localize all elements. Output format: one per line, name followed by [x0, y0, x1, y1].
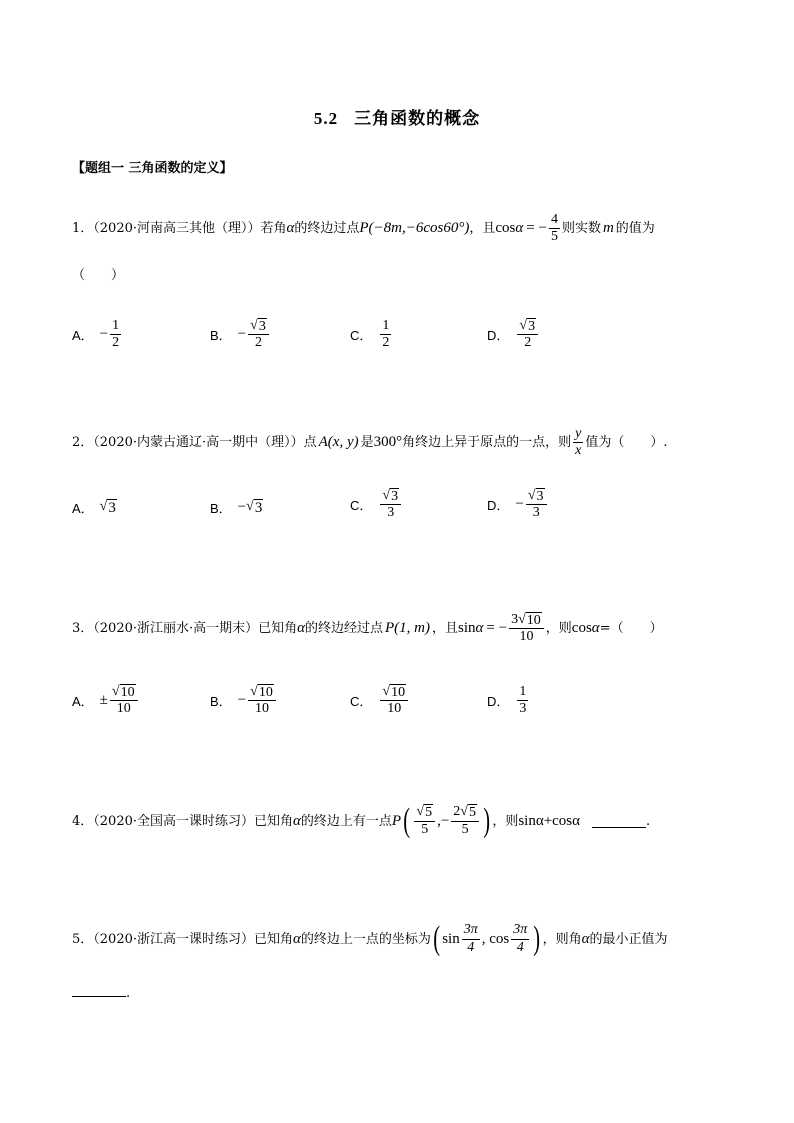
alpha-symbol: α [475, 620, 484, 637]
question-4 [72, 804, 650, 838]
q3-equals: = − [486, 620, 508, 637]
fraction: √ 5 5 [414, 804, 435, 837]
q4-prefix: 4．（2020·全国高一课时练习）已知角 [72, 813, 293, 829]
q5-end: . [126, 986, 131, 1001]
q3-text: ，则 [545, 621, 572, 637]
answer-blank-line[interactable] [72, 984, 130, 1001]
section-title: 三角函数的概念 [354, 109, 481, 129]
question-2 [72, 426, 667, 459]
option-c[interactable]: C． $\frac{1}{2}$ [350, 318, 390, 351]
cos-symbol: cos [571, 620, 592, 637]
option-c[interactable]: C． √ 3 3 [350, 488, 403, 521]
q2-degree: 300° [373, 434, 403, 451]
page-title [0, 104, 794, 129]
right-paren: ) [483, 802, 491, 839]
option-b[interactable]: B． − √ 3 2 [210, 318, 271, 351]
right-paren: ) [533, 920, 541, 957]
fraction: $\frac{y}{x}$ [575, 426, 582, 459]
q4-separator: ,− [437, 812, 450, 829]
q1-text: ，且 [469, 221, 496, 237]
question-3 [72, 612, 663, 645]
left-paren: ( [433, 920, 440, 957]
alpha-symbol: α [591, 620, 600, 637]
alpha-symbol: α [293, 930, 301, 947]
alpha-symbol: α [515, 220, 524, 237]
m-symbol: m [602, 220, 614, 237]
option-a[interactable]: A． ± √ 10 10 [72, 684, 140, 717]
option-a[interactable]: A． √ 3 [72, 498, 116, 516]
q2-text: 角终边上异于原点的一点，则 [402, 435, 572, 451]
q5-prefix: 5．（2020·浙江高一课时练习）已知角 [72, 931, 293, 947]
q5-text: 的终边上一点的坐标为 [300, 931, 431, 947]
section-number: 5.2 [313, 109, 339, 128]
q1-prefix: 1．（2020·河南高三其他（理））若角 [72, 221, 287, 237]
option-b[interactable]: B． − √ 3 [210, 498, 263, 516]
left-paren: ( [403, 802, 411, 839]
q4-text: 的终边上有一点 [300, 813, 392, 829]
q2-suffix: 值为（ ）. [585, 435, 668, 451]
q4-text: ，则 [492, 813, 519, 829]
q1-equals: = − [526, 220, 547, 237]
cos-symbol: , cos [481, 930, 510, 947]
answer-blank[interactable] [72, 984, 126, 997]
p-symbol: P [391, 812, 402, 829]
option-a[interactable]: A． − $\frac{1}{2}$ [72, 318, 120, 351]
alpha-symbol: α [297, 620, 305, 637]
group-heading: 【题组一 三角函数的定义】 [72, 161, 233, 176]
alpha-symbol: α [286, 220, 295, 237]
fraction: 2 √ 5 5 [451, 804, 479, 837]
question-1 [72, 212, 655, 245]
fraction: $\frac{4}{5}$ [550, 212, 558, 245]
q4-suffix: . [646, 813, 651, 829]
q2-text: 是 [360, 435, 374, 451]
fraction: $\frac{3\pi}{4}$ [463, 922, 478, 955]
sin-symbol: sin [442, 930, 460, 947]
q1-suffix: 的值为 [615, 221, 655, 237]
option-d[interactable]: D． − √ 3 3 [487, 488, 549, 521]
alpha-symbol: α [581, 930, 590, 947]
q3-suffix: =（ ） [599, 621, 663, 637]
question-5 [72, 922, 668, 956]
q5-suffix: 的最小正值为 [589, 931, 668, 947]
q3-point: P(1, m) [385, 620, 431, 637]
q1-text: 则实数 [561, 221, 601, 237]
q3-text: 的终边经过点 [305, 621, 384, 637]
q2-prefix: 2．（2020·内蒙古通辽·高一期中（理））点 [72, 435, 317, 451]
q1-point: P(−8m,−6cos60°) [359, 220, 470, 237]
fraction: 3 √ 10 10 [509, 612, 544, 645]
option-b[interactable]: B． − √ 10 10 [210, 684, 278, 717]
q5-text: ，则角 [542, 931, 582, 947]
answer-paren: （ ） [72, 268, 125, 283]
option-c[interactable]: C． √ 10 10 [350, 684, 410, 717]
option-d[interactable]: D． $\frac{1}{3}$ [487, 684, 527, 717]
q2-point: A(x, y) [318, 434, 359, 451]
q4-expression: sinα+cosα [518, 812, 581, 829]
sin-symbol: sin [458, 620, 476, 637]
q1-text: 的终边过点 [294, 221, 360, 237]
option-d[interactable]: D． √ 3 2 [487, 318, 540, 351]
alpha-symbol: α [293, 812, 301, 829]
q3-prefix: 3．（2020·浙江丽水·高一期末）已知角 [72, 621, 298, 637]
q3-text: ，且 [432, 621, 459, 637]
cos-symbol: cos [495, 220, 516, 237]
answer-blank[interactable] [592, 815, 646, 828]
fraction: $\frac{3\pi}{4}$ [513, 922, 528, 955]
